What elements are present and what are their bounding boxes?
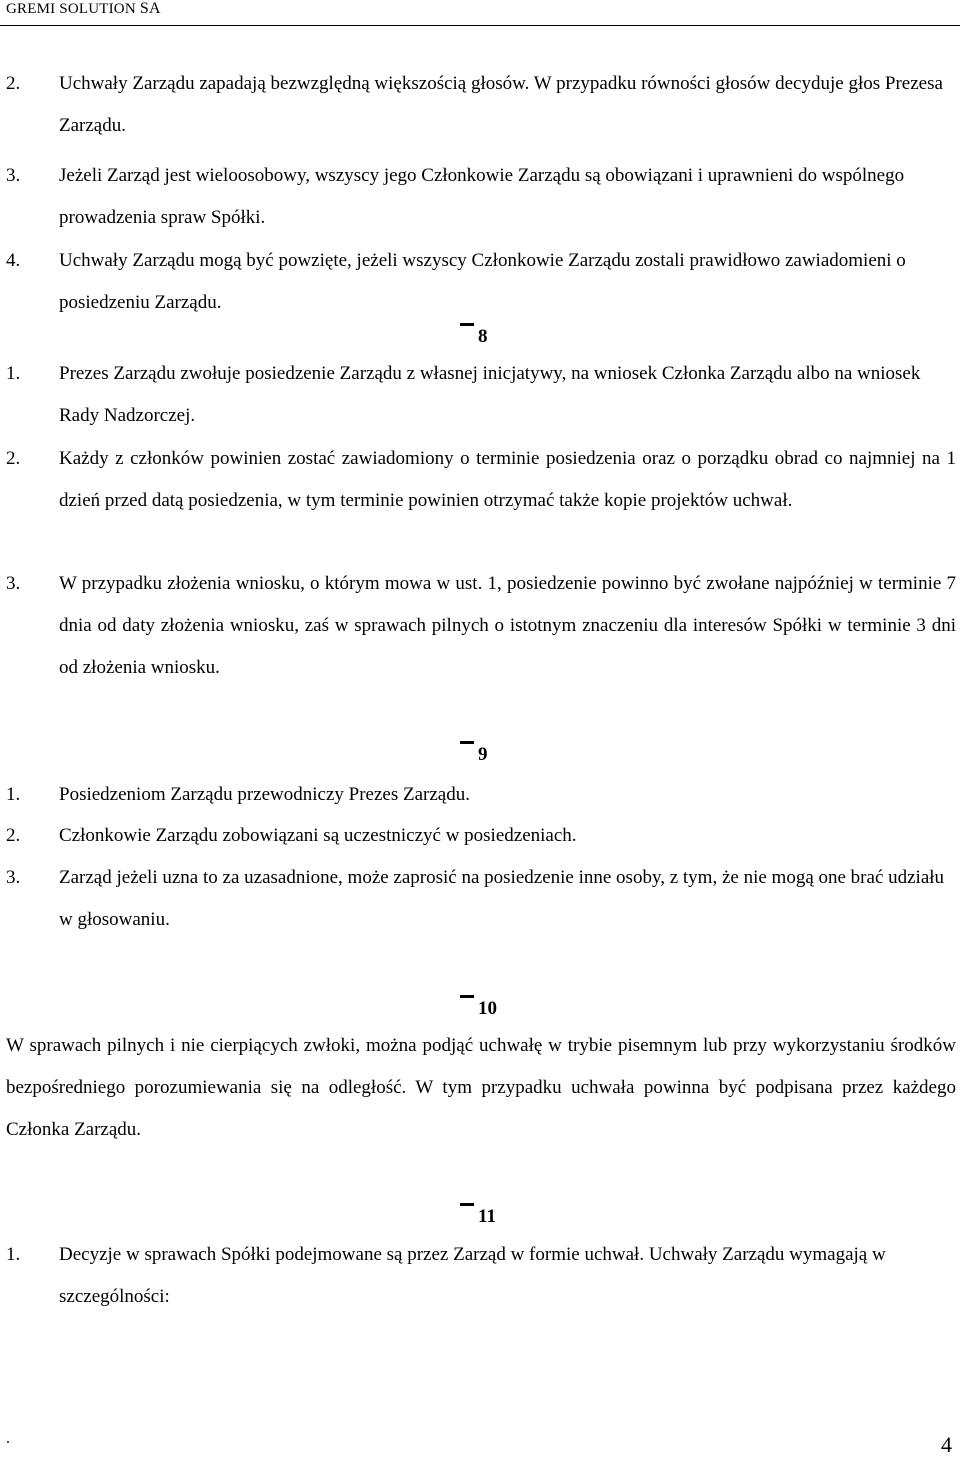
list-item xyxy=(6,857,956,941)
item-number: 3. xyxy=(6,573,21,594)
section-number: 9 xyxy=(478,744,488,765)
header-divider xyxy=(0,25,960,26)
list-item xyxy=(6,438,956,522)
header-company: GREMI SOLUTION xyxy=(6,1,136,17)
list-item xyxy=(6,1234,956,1318)
item-number: 1. xyxy=(6,784,21,805)
item-number: 2. xyxy=(6,73,21,94)
item-text: Jeżeli Zarząd jest wieloosobowy, wszyscy jego Członkowie Zarządu są obowiązani i uprawnieni do wspólnego prowadzenia spraw Spółki. xyxy=(59,165,905,228)
section-heading-11 xyxy=(460,1206,496,1228)
section-sign-icon xyxy=(460,995,474,998)
item-number: 3. xyxy=(6,165,21,186)
section-heading-10 xyxy=(460,998,497,1020)
item-text: Posiedzeniom Zarządu przewodniczy Prezes Zarządu. xyxy=(59,784,470,805)
list-item xyxy=(6,815,956,857)
document-header xyxy=(6,0,161,18)
item-text: Zarząd jeżeli uzna to za uzasadnione, może zaprosić na posiedzenie inne osoby, z tym, że nie mogą one brać udziału w głosowaniu. xyxy=(59,867,945,930)
item-text: Uchwały Zarządu zapadają bezwzględną większością głosów. W przypadku równości głosów decyduje głos Prezesa Zarządu. xyxy=(59,73,943,136)
list-item xyxy=(6,240,956,324)
item-number: 2. xyxy=(6,448,21,469)
item-text: Decyzje w sprawach Spółki podejmowane są przez Zarząd w formie uchwał. Uchwały Zarządu wymagają w szczególności: xyxy=(59,1244,886,1307)
list-item xyxy=(6,774,956,816)
section-sign-icon xyxy=(460,741,474,744)
item-text: Każdy z członków powinien zostać zawiadomiony o terminie posiedzenia oraz o porządku obrad co najmniej na 1 dzień przed datą posiedzenia, w tym terminie powinien otrzymać także kopie projektów uchwał. xyxy=(59,448,956,511)
list-item xyxy=(6,155,956,239)
list-item xyxy=(6,563,956,689)
header-suffix: SA xyxy=(139,0,161,17)
section-heading-8 xyxy=(460,326,488,348)
section-number: 11 xyxy=(478,1206,496,1227)
item-text: W przypadku złożenia wniosku, o którym mowa w ust. 1, posiedzenie powinno być zwołane najpóźniej w terminie 7 dnia od daty złożenia wniosku, zaś w sprawach pilnych o istotnym znaczeniu dla interesów Spółki w terminie 3 dni od złożenia wniosku. xyxy=(59,573,956,678)
section-heading-9 xyxy=(460,744,488,766)
item-number: 1. xyxy=(6,363,21,384)
list-item xyxy=(6,353,956,437)
item-number: 4. xyxy=(6,250,21,271)
item-number: 1. xyxy=(6,1244,21,1265)
section-number: 8 xyxy=(478,326,488,347)
section-sign-icon xyxy=(460,323,474,326)
list-item xyxy=(6,63,956,147)
item-text: Prezes Zarządu zwołuje posiedzenie Zarządu z własnej inicjatywy, na wniosek Członka Zarządu albo na wniosek Rady Nadzorczej. xyxy=(59,363,921,426)
footer-dot: . xyxy=(6,1430,10,1447)
item-text: Uchwały Zarządu mogą być powzięte, jeżeli wszyscy Członkowie Zarządu zostali prawidłowo zawiadomieni o posiedzeniu Zarządu. xyxy=(59,250,906,313)
item-text: Członkowie Zarządu zobowiązani są uczestniczyć w posiedzeniach. xyxy=(59,825,577,846)
paragraph: W sprawach pilnych i nie cierpiących zwłoki, można podjąć uchwałę w trybie pisemnym lub przy wykorzystaniu środków bezpośredniego porozumiewania się na odległość. W tym przypadku uchwała powinna być podpisana przez każdego Członka Zarządu. xyxy=(6,1035,956,1140)
item-number: 3. xyxy=(6,867,21,888)
item-number: 2. xyxy=(6,825,21,846)
section-number: 10 xyxy=(478,998,497,1019)
page-number: 4 xyxy=(941,1432,952,1457)
section-sign-icon xyxy=(460,1203,474,1206)
